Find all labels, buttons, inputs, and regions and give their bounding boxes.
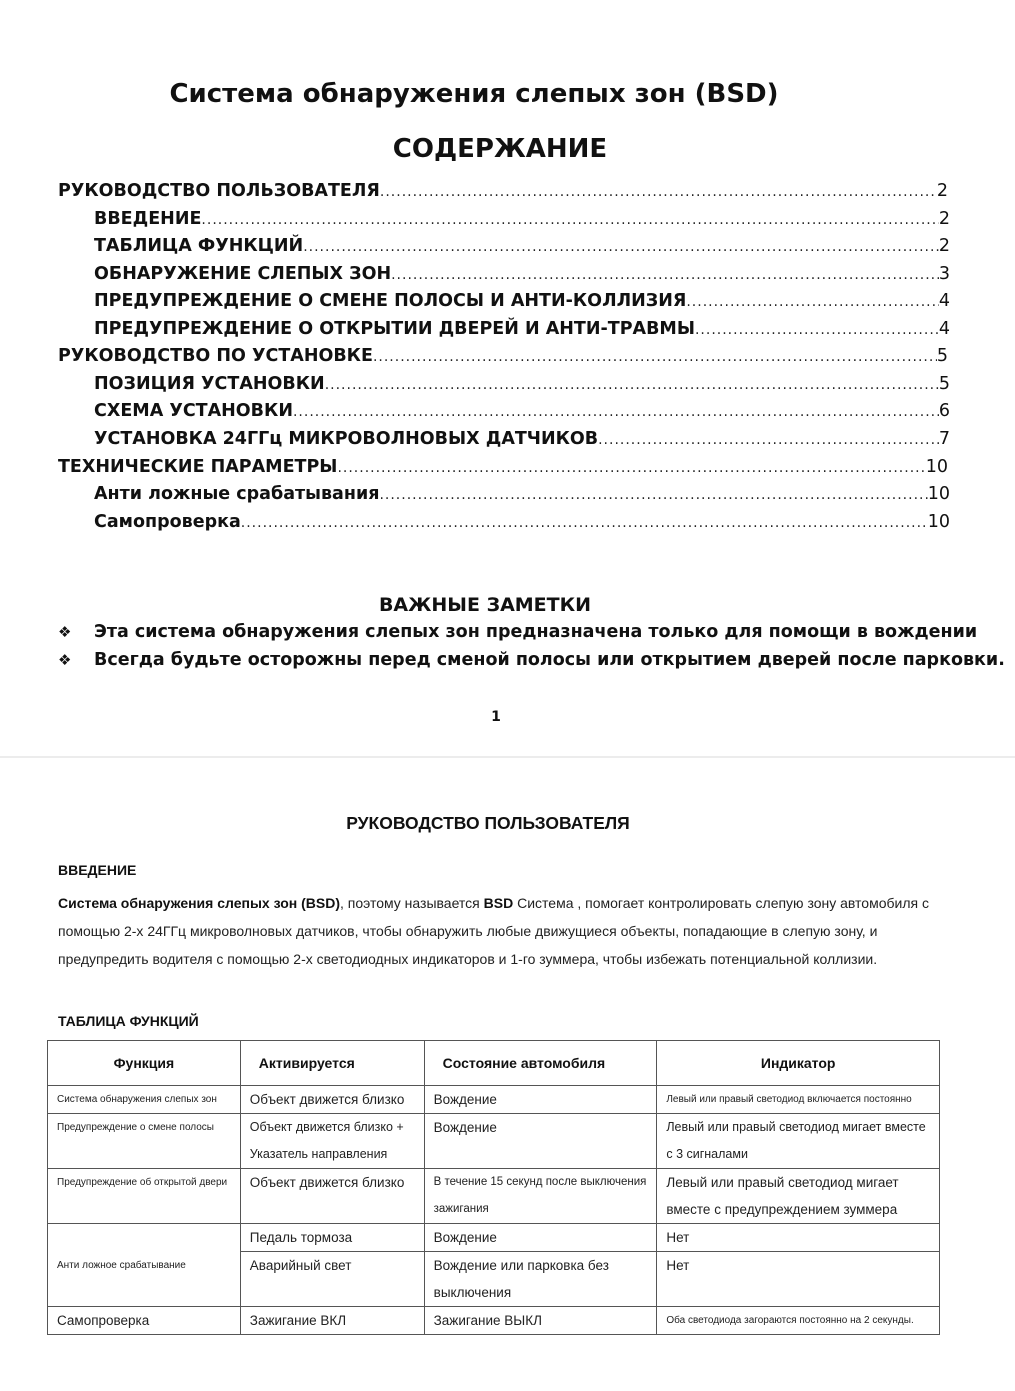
diamond-bullet-icon: ❖ (58, 651, 72, 669)
toc-leader-dots (598, 432, 939, 448)
toc-entry[interactable] (58, 346, 948, 372)
table-cell: Нет (657, 1252, 940, 1307)
table-cell: Вождение (424, 1086, 657, 1114)
toc-entry-page: 7 (938, 429, 950, 449)
table-row (48, 1086, 940, 1114)
table-cell: Анти ложное срабатывание (48, 1224, 241, 1307)
note-item (58, 650, 1005, 670)
column-header: Индикатор (657, 1041, 940, 1086)
toc-entry-label: ТЕХНИЧЕСКИЕ ПАРАМЕТРЫ (58, 457, 338, 477)
toc-leader-dots (325, 377, 939, 393)
toc-entry-page: 2 (938, 209, 950, 229)
toc-entry-label: Самопроверка (94, 512, 241, 532)
table-cell: Зажигание ВКЛ (240, 1307, 424, 1335)
important-notes-title: ВАЖНЫЕ ЗАМЕТКИ (378, 594, 592, 616)
table-header-row (48, 1041, 940, 1086)
page-number: 1 (491, 709, 501, 725)
toc-entry[interactable] (58, 181, 948, 207)
toc-entry-label: ПРЕДУПРЕЖДЕНИЕ О СМЕНЕ ПОЛОСЫ И АНТИ-КОЛЛИЗИЯ (94, 291, 687, 311)
table-cell: Вождение (424, 1224, 657, 1252)
table-row (48, 1169, 940, 1224)
toc-entry[interactable] (94, 291, 950, 317)
toc-entry-label: СХЕМА УСТАНОВКИ (94, 401, 293, 421)
toc-entry[interactable] (94, 512, 950, 538)
toc-entry[interactable] (94, 374, 950, 400)
toc-entry-page: 4 (938, 291, 950, 311)
note-text: Всегда будьте осторожны перед сменой полосы или открытием дверей после парковки. (94, 650, 1005, 670)
table-cell: Вождение или парковка без выключения (424, 1252, 657, 1307)
table-cell: Нет (657, 1224, 940, 1252)
column-header: Состояние автомобиля (424, 1041, 657, 1086)
table-cell: Объект движется близко (240, 1086, 424, 1114)
table-cell: Предупреждение о смене полосы (48, 1114, 241, 1169)
column-header: Функция (48, 1041, 241, 1086)
toc-entry[interactable] (94, 236, 950, 262)
toc-entry-page: 10 (925, 457, 948, 477)
toc-leader-dots (380, 184, 937, 200)
toc-leader-dots (686, 294, 939, 310)
toc-entry-label: ВВЕДЕНИЕ (94, 209, 202, 229)
document-title: Система обнаружения слепых зон (BSD) (169, 79, 779, 109)
table-cell: Система обнаружения слепых зон (48, 1086, 241, 1114)
toc-entry-page: 4 (938, 319, 950, 339)
toc-entry-page: 3 (938, 264, 950, 284)
intro-lead: Система обнаружения слепых зон (BSD) (58, 895, 340, 911)
function-table (47, 1040, 940, 1335)
toc-leader-dots (391, 267, 939, 283)
table-cell: Аварийный свет (240, 1252, 424, 1307)
table-cell: Левый или правый светодиод мигает вместе с 3 сигналами (657, 1114, 940, 1169)
table-cell: Самопроверка (48, 1307, 241, 1335)
toc-entry-label: ПРЕДУПРЕЖДЕНИЕ О ОТКРЫТИИ ДВЕРЕЙ И АНТИ-ТРАВМЫ (94, 319, 695, 339)
toc-entry-page: 2 (938, 236, 950, 256)
toc-entry[interactable] (94, 484, 950, 510)
table-row (48, 1224, 940, 1252)
toc-entry-page: 10 (927, 512, 950, 532)
toc-entry[interactable] (94, 209, 950, 235)
intro-paragraph (58, 889, 958, 973)
intro-bsd: BSD (483, 895, 514, 911)
toc-entry-page: 5 (936, 346, 948, 366)
toc-entry-page: 5 (938, 374, 950, 394)
table-cell: Объект движется близко + Указатель направления (240, 1114, 424, 1169)
intro-text-2: Система , помогает контролировать слепую зону автомобиля с помощью 2-х 24ГГц микроволновых датчиков, чтобы обнаружить любые движущиеся объекты, попадающие в слепую зону, и предупредить водителя с помощью 2-х светодиодных индикаторов и 1-го зуммера, чтобы избежать потенциальной коллизии. (58, 895, 929, 967)
table-cell: В течение 15 секунд после выключения зажигания (424, 1169, 657, 1224)
section-title: РУКОВОДСТВО ПОЛЬЗОВАТЕЛЯ (346, 813, 630, 833)
toc-leader-dots (337, 460, 925, 476)
toc-entry[interactable] (94, 429, 950, 455)
toc-entry-page: 6 (938, 401, 950, 421)
toc-leader-dots (373, 349, 937, 365)
table-cell: Объект движется близко (240, 1169, 424, 1224)
diamond-bullet-icon: ❖ (58, 623, 72, 641)
toc-leader-dots (293, 404, 939, 420)
toc-entry[interactable] (94, 319, 950, 345)
toc-title: СОДЕРЖАНИЕ (392, 134, 608, 164)
toc-entry-label: РУКОВОДСТВО ПО УСТАНОВКЕ (58, 346, 373, 366)
table-cell: Левый или правый светодиод мигает вместе с предупреждением зуммера (657, 1169, 940, 1224)
toc-entry-label: ПОЗИЦИЯ УСТАНОВКИ (94, 374, 325, 394)
intro-heading: ВВЕДЕНИЕ (58, 862, 137, 878)
table-cell: Предупреждение об открытой двери (48, 1169, 241, 1224)
toc-entry[interactable] (94, 401, 950, 427)
toc-entry-page: 2 (936, 181, 948, 201)
table-cell: Оба светодиода загораются постоянно на 2 секунды. (657, 1307, 940, 1335)
toc-entry-label: РУКОВОДСТВО ПОЛЬЗОВАТЕЛЯ (58, 181, 380, 201)
toc-leader-dots (379, 487, 927, 503)
table-row (48, 1114, 940, 1169)
toc-entry[interactable] (58, 457, 948, 483)
note-item (58, 622, 978, 642)
page-2 (0, 758, 1015, 1391)
note-text: Эта система обнаружения слепых зон предназначена только для помощи в вождении (94, 622, 978, 642)
toc-entry-label: ОБНАРУЖЕНИЕ СЛЕПЫХ ЗОН (94, 264, 392, 284)
toc-entry-page: 10 (927, 484, 950, 504)
table-cell: Вождение (424, 1114, 657, 1169)
toc-leader-dots (303, 239, 939, 255)
table-row (48, 1307, 940, 1335)
toc-leader-dots (201, 212, 938, 228)
table-cell: Зажигание ВЫКЛ (424, 1307, 657, 1335)
intro-text-1: , поэтому называется (339, 895, 484, 911)
toc-entry[interactable] (94, 264, 950, 290)
table-cell: Левый или правый светодиод включается постоянно (657, 1086, 940, 1114)
toc-entry-label: ТАБЛИЦА ФУНКЦИЙ (94, 236, 304, 256)
toc-leader-dots (241, 515, 928, 531)
toc-leader-dots (695, 322, 939, 338)
toc-entry-label: УСТАНОВКА 24ГГц МИКРОВОЛНОВЫХ ДАТЧИКОВ (94, 429, 599, 449)
table-cell: Педаль тормоза (240, 1224, 424, 1252)
column-header: Активируется (240, 1041, 424, 1086)
toc-entry-label: Анти ложные срабатывания (94, 484, 380, 504)
function-table-heading: ТАБЛИЦА ФУНКЦИЙ (58, 1013, 199, 1029)
